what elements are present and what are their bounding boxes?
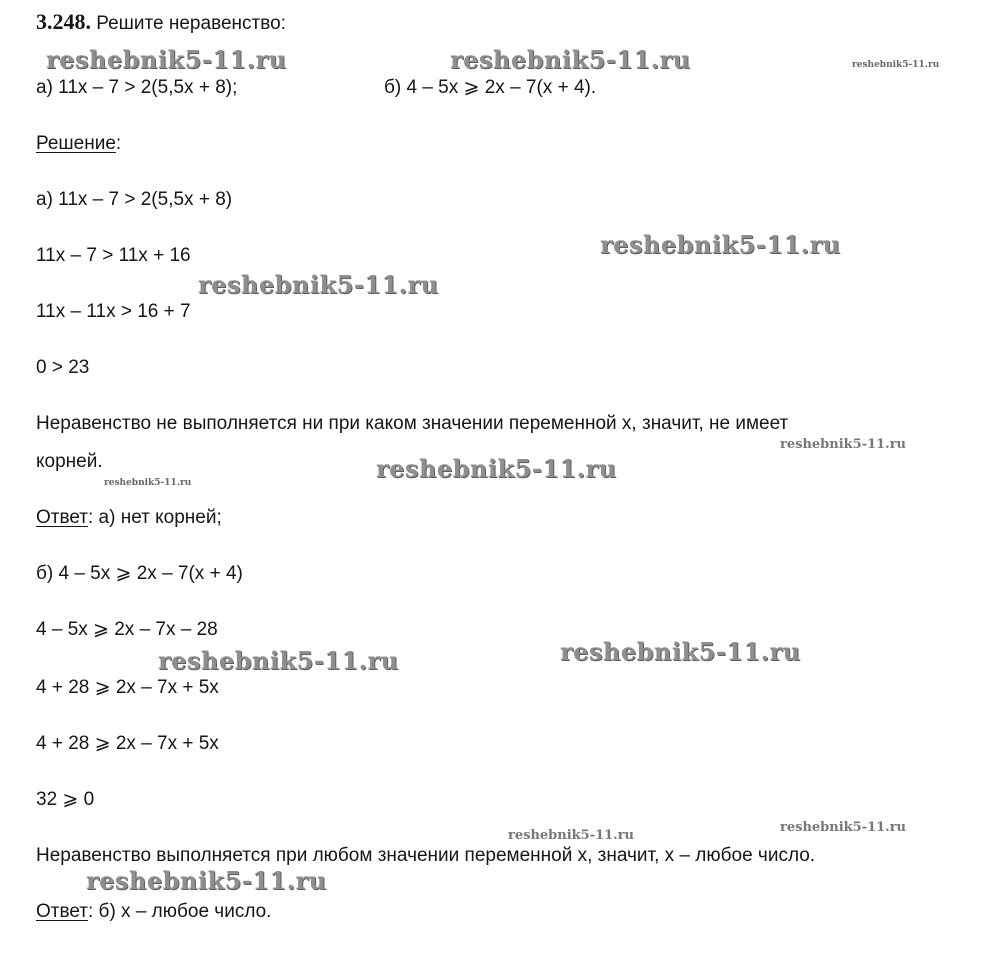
answer-a-text: : а) нет корней; [88,507,222,528]
solution-heading-colon: : [115,133,122,154]
answer-b-text: : б) x – любое число. [88,901,272,922]
problem-number: 3.248. [36,9,91,34]
watermark: reshebnik5-11.ru [780,437,907,452]
watermark: reshebnik5-11.ru [104,478,192,488]
step-a-4: 0 > 23 [36,357,90,378]
problem-part-a: а) 11x – 7 > 2(5,5x + 8); [36,77,238,98]
solution-heading [36,133,121,155]
watermark: reshebnik5-11.ru [46,45,287,74]
answer-a-label: Ответ [36,507,88,528]
conclusion-b: Неравенство выполняется при любом значении переменной x, значит, x – любое число. [36,845,816,866]
watermark: reshebnik5-11.ru [450,45,691,74]
conclusion-a-line-1: Неравенство не выполняется ни при каком значении переменной x, значит, не имеет [36,413,789,434]
watermark: reshebnik5-11.ru [852,60,940,70]
conclusion-a-line-2: корней. [36,451,103,472]
step-b-2: 4 – 5x ⩾ 2x – 7x – 28 [36,619,218,640]
step-a-3: 11x – 11x > 16 + 7 [36,301,191,322]
watermark: reshebnik5-11.ru [508,828,635,843]
answer-b [36,901,271,923]
problem-part-b: б) 4 – 5x ⩾ 2x – 7(x + 4). [384,77,597,98]
watermark: reshebnik5-11.ru [376,454,617,483]
watermark: reshebnik5-11.ru [158,646,399,675]
problem-instruction: Решите неравенство: [96,13,286,34]
watermark: reshebnik5-11.ru [86,866,327,895]
step-b-1: б) 4 – 5x ⩾ 2x – 7(x + 4) [36,563,243,584]
step-b-5: 32 ⩾ 0 [36,789,95,810]
step-b-3: 4 + 28 ⩾ 2x – 7x + 5x [36,677,219,698]
solution-heading-label: Решение [36,133,116,154]
step-a-2: 11x – 7 > 11x + 16 [36,245,191,266]
step-b-4: 4 + 28 ⩾ 2x – 7x + 5x [36,733,219,754]
answer-b-label: Ответ [36,901,88,922]
watermark: reshebnik5-11.ru [198,270,439,299]
watermark: reshebnik5-11.ru [780,820,907,835]
step-a-1: а) 11x – 7 > 2(5,5x + 8) [36,189,233,210]
watermark: reshebnik5-11.ru [600,230,841,259]
problem-header [36,11,286,35]
watermark: reshebnik5-11.ru [560,637,801,666]
answer-a [36,507,222,529]
